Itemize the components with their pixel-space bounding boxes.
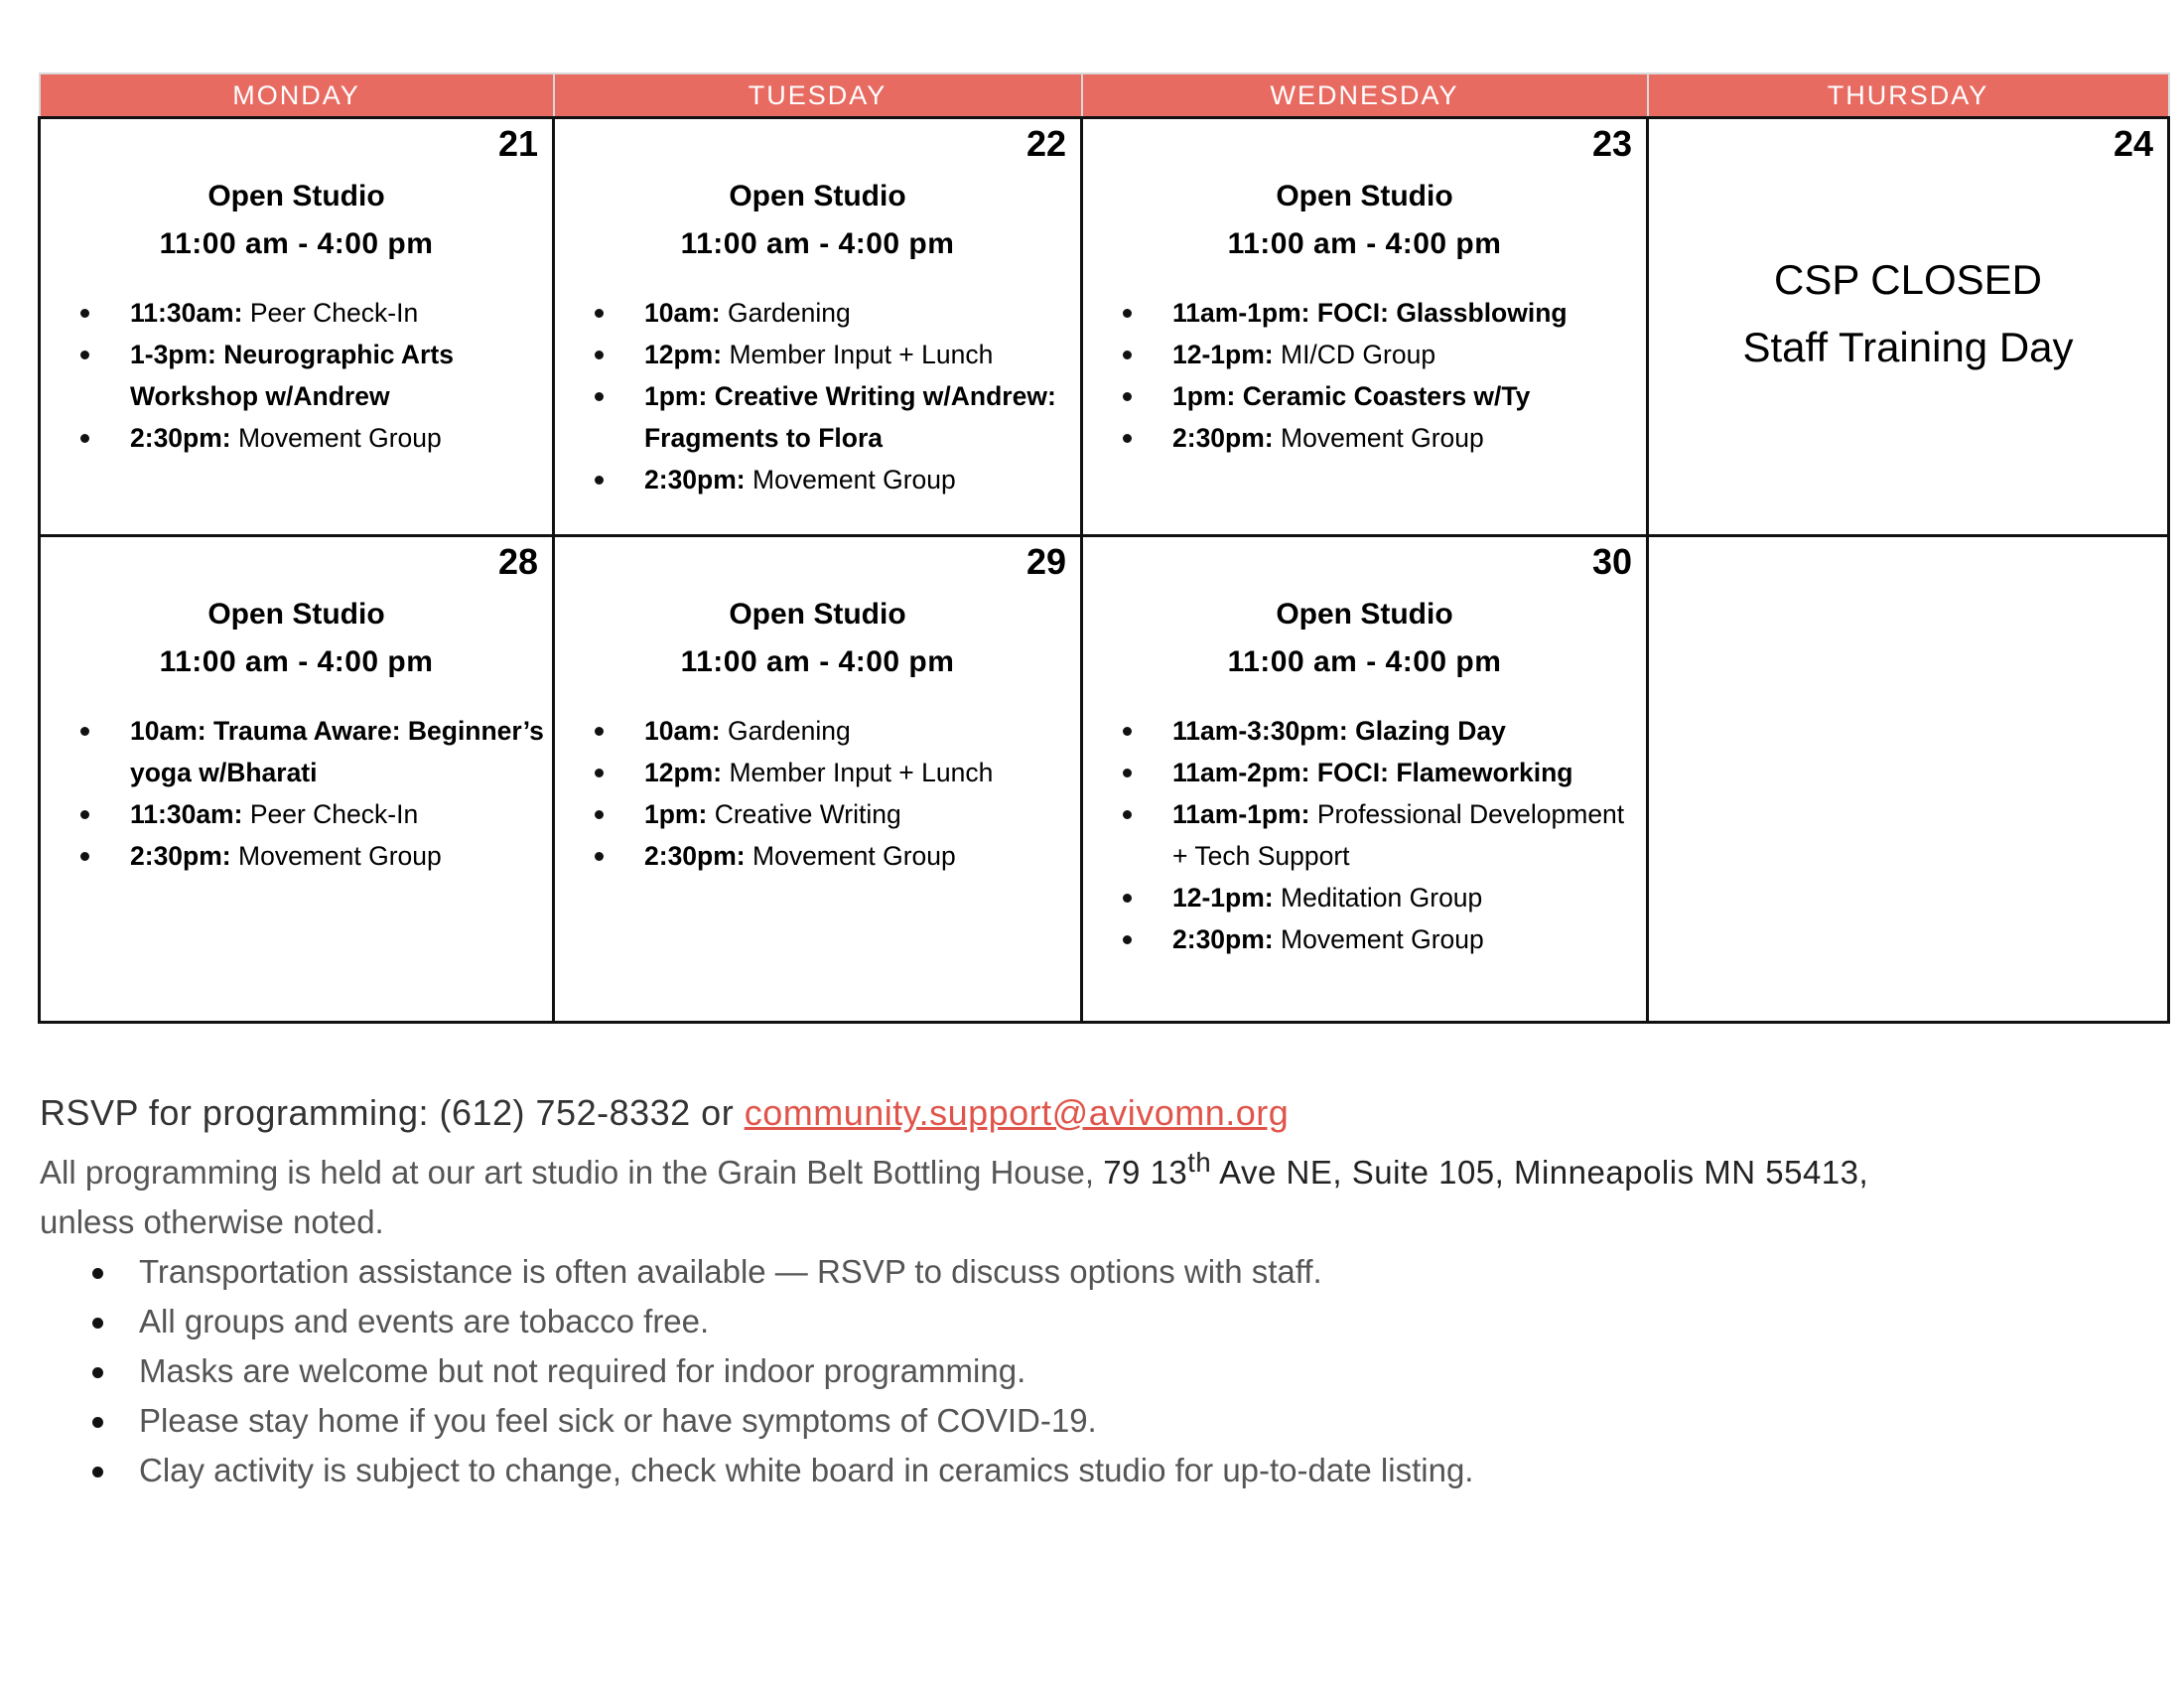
event-description: FOCI: Flameworking (1316, 758, 1573, 787)
event-time: 2:30pm: (130, 423, 231, 453)
studio-hours: 11:00 am - 4:00 pm (159, 227, 434, 260)
policy-list (40, 1247, 2144, 1495)
policy-item-tobacco: All groups and events are tobacco free. (139, 1297, 2144, 1346)
address (1103, 1147, 1869, 1191)
event-time: 11am-1pm: (1172, 298, 1310, 328)
weekday-header-monday: MONDAY (40, 73, 554, 118)
day-cell (1648, 536, 2169, 1023)
event-list (555, 710, 1080, 877)
closed-reason: Staff Training Day (1742, 324, 2074, 370)
weekday-header-row (40, 73, 2169, 118)
policy-item-masks: Masks are welcome but not required for indoor programming. (139, 1346, 2144, 1396)
event-item (130, 334, 552, 417)
event-list (41, 710, 552, 877)
event-description: Movement Group (1281, 423, 1484, 453)
event-time: 2:30pm: (1172, 423, 1274, 453)
studio-title: Open Studio (207, 180, 385, 212)
weekday-header-tuesday: TUESDAY (554, 73, 1082, 118)
event-item (644, 292, 1080, 334)
event-list (41, 292, 552, 459)
event-description: Peer Check-In (249, 799, 419, 829)
address-rest: Ave NE, Suite 105, Minneapolis MN 55413, (1219, 1154, 1869, 1191)
day-number: 22 (1025, 123, 1066, 164)
event-list (1083, 710, 1646, 960)
studio-title: Open Studio (1276, 598, 1453, 631)
event-time: 12pm: (644, 340, 723, 369)
event-item (1172, 877, 1646, 918)
event-time: 10am: (644, 716, 721, 746)
event-item (644, 793, 1080, 835)
event-description: Gardening (727, 298, 851, 328)
studio-title: Open Studio (1276, 180, 1453, 212)
rsvp-line (40, 1092, 2144, 1134)
event-list (555, 292, 1080, 500)
closed-title: CSP CLOSED (1774, 256, 2042, 303)
day-cell (40, 536, 554, 1023)
event-description: FOCI: Glassblowing (1316, 298, 1568, 328)
footer-info (40, 1092, 2144, 1495)
open-studio-block (41, 591, 552, 686)
event-item (1172, 752, 1646, 793)
week-row (40, 536, 2169, 1023)
event-time: 11:30am: (130, 799, 243, 829)
event-item (1172, 710, 1646, 752)
event-description: Ceramic Coasters w/Ty (1242, 381, 1531, 411)
location-suffix: unless otherwise noted. (40, 1203, 384, 1240)
event-item (130, 292, 552, 334)
day-cell (1082, 536, 1648, 1023)
event-time: 12pm: (644, 758, 723, 787)
event-item (644, 459, 1080, 500)
event-description: Movement Group (752, 465, 956, 494)
day-cell (1082, 118, 1648, 536)
location-text: All programming is held at our art studio in the Grain Belt Bottling House, (40, 1154, 1095, 1191)
event-item (1172, 375, 1646, 417)
studio-title: Open Studio (729, 180, 906, 212)
policy-item-clay: Clay activity is subject to change, check white board in ceramics studio for up-to-date listing. (139, 1446, 2144, 1495)
event-item (644, 835, 1080, 877)
studio-hours: 11:00 am - 4:00 pm (159, 645, 434, 678)
event-item (130, 793, 552, 835)
event-description: Movement Group (1281, 924, 1484, 954)
calendar-grid (38, 72, 2170, 1024)
event-time: 2:30pm: (130, 841, 231, 871)
event-description: Movement Group (752, 841, 956, 871)
policy-item-covid: Please stay home if you feel sick or have symptoms of COVID-19. (139, 1396, 2144, 1446)
event-item (1172, 292, 1646, 334)
event-description: Peer Check-In (249, 298, 419, 328)
policy-item-transportation: Transportation assistance is often available — RSVP to discuss options with staff. (139, 1247, 2144, 1297)
studio-hours: 11:00 am - 4:00 pm (1227, 227, 1502, 260)
event-time: 2:30pm: (644, 465, 746, 494)
day-number: 28 (497, 541, 538, 582)
location-note (40, 1138, 2144, 1247)
event-description: Creative Writing (714, 799, 901, 829)
day-cell (554, 118, 1082, 536)
open-studio-block (1083, 173, 1646, 268)
event-time: 11am-2pm: (1172, 758, 1310, 787)
event-time: 10am: (644, 298, 721, 328)
day-number: 24 (2113, 123, 2153, 164)
event-time: 1pm: (644, 381, 708, 411)
address-ordinal: th (1187, 1147, 1212, 1178)
event-description: Gardening (727, 716, 851, 746)
address-number: 79 13 (1103, 1154, 1188, 1191)
event-description: Glazing Day (1355, 716, 1506, 746)
weekday-header-thursday: THURSDAY (1648, 73, 2169, 118)
event-list (1083, 292, 1646, 459)
day-number: 29 (1025, 541, 1066, 582)
event-item (1172, 918, 1646, 960)
event-item (130, 710, 552, 793)
event-item (644, 752, 1080, 793)
week-row (40, 118, 2169, 536)
weekday-header-wednesday: WEDNESDAY (1082, 73, 1648, 118)
day-number: 21 (497, 123, 538, 164)
event-description: MI/CD Group (1281, 340, 1436, 369)
event-item (1172, 417, 1646, 459)
studio-hours: 11:00 am - 4:00 pm (1227, 645, 1502, 678)
event-time: 12-1pm: (1172, 340, 1274, 369)
event-time: 2:30pm: (644, 841, 746, 871)
event-description: Trauma Aware: Beginner’s yoga w/Bharati (130, 716, 544, 787)
event-time: 11:30am: (130, 298, 243, 328)
event-description: Creative Writing w/Andrew: Fragments to Flora (644, 381, 1056, 453)
studio-title: Open Studio (207, 598, 385, 631)
event-item (644, 710, 1080, 752)
event-item (644, 334, 1080, 375)
open-studio-block (41, 173, 552, 268)
rsvp-text: RSVP for programming: (612) 752-8332 or (40, 1092, 735, 1133)
event-time: 1pm: (644, 799, 708, 829)
studio-hours: 11:00 am - 4:00 pm (680, 227, 955, 260)
studio-title: Open Studio (729, 598, 906, 631)
event-description: Professional Development + Tech Support (1172, 799, 1625, 871)
event-time: 1-3pm: (130, 340, 216, 369)
open-studio-block (1083, 591, 1646, 686)
event-time: 12-1pm: (1172, 883, 1274, 913)
studio-hours: 11:00 am - 4:00 pm (680, 645, 955, 678)
event-item (1172, 793, 1646, 877)
event-description: Movement Group (238, 841, 442, 871)
event-description: Meditation Group (1281, 883, 1483, 913)
open-studio-block (555, 591, 1080, 686)
day-number: 23 (1591, 123, 1632, 164)
day-number: 30 (1591, 541, 1632, 582)
day-cell (1648, 118, 2169, 536)
day-cell (40, 118, 554, 536)
event-time: 2:30pm: (1172, 924, 1274, 954)
event-item (130, 417, 552, 459)
event-item (130, 835, 552, 877)
rsvp-email-link[interactable]: community.support@avivomn.org (744, 1092, 1290, 1133)
closed-notice (1649, 246, 2167, 381)
event-description: Member Input + Lunch (729, 758, 994, 787)
event-time: 11am-1pm: (1172, 799, 1310, 829)
event-time: 1pm: (1172, 381, 1236, 411)
event-time: 10am: (130, 716, 206, 746)
open-studio-block (555, 173, 1080, 268)
event-item (1172, 334, 1646, 375)
event-item (644, 375, 1080, 459)
event-description: Neurographic Arts Workshop w/Andrew (130, 340, 454, 411)
day-cell (554, 536, 1082, 1023)
event-description: Movement Group (238, 423, 442, 453)
event-description: Member Input + Lunch (729, 340, 994, 369)
event-time: 11am-3:30pm: (1172, 716, 1348, 746)
